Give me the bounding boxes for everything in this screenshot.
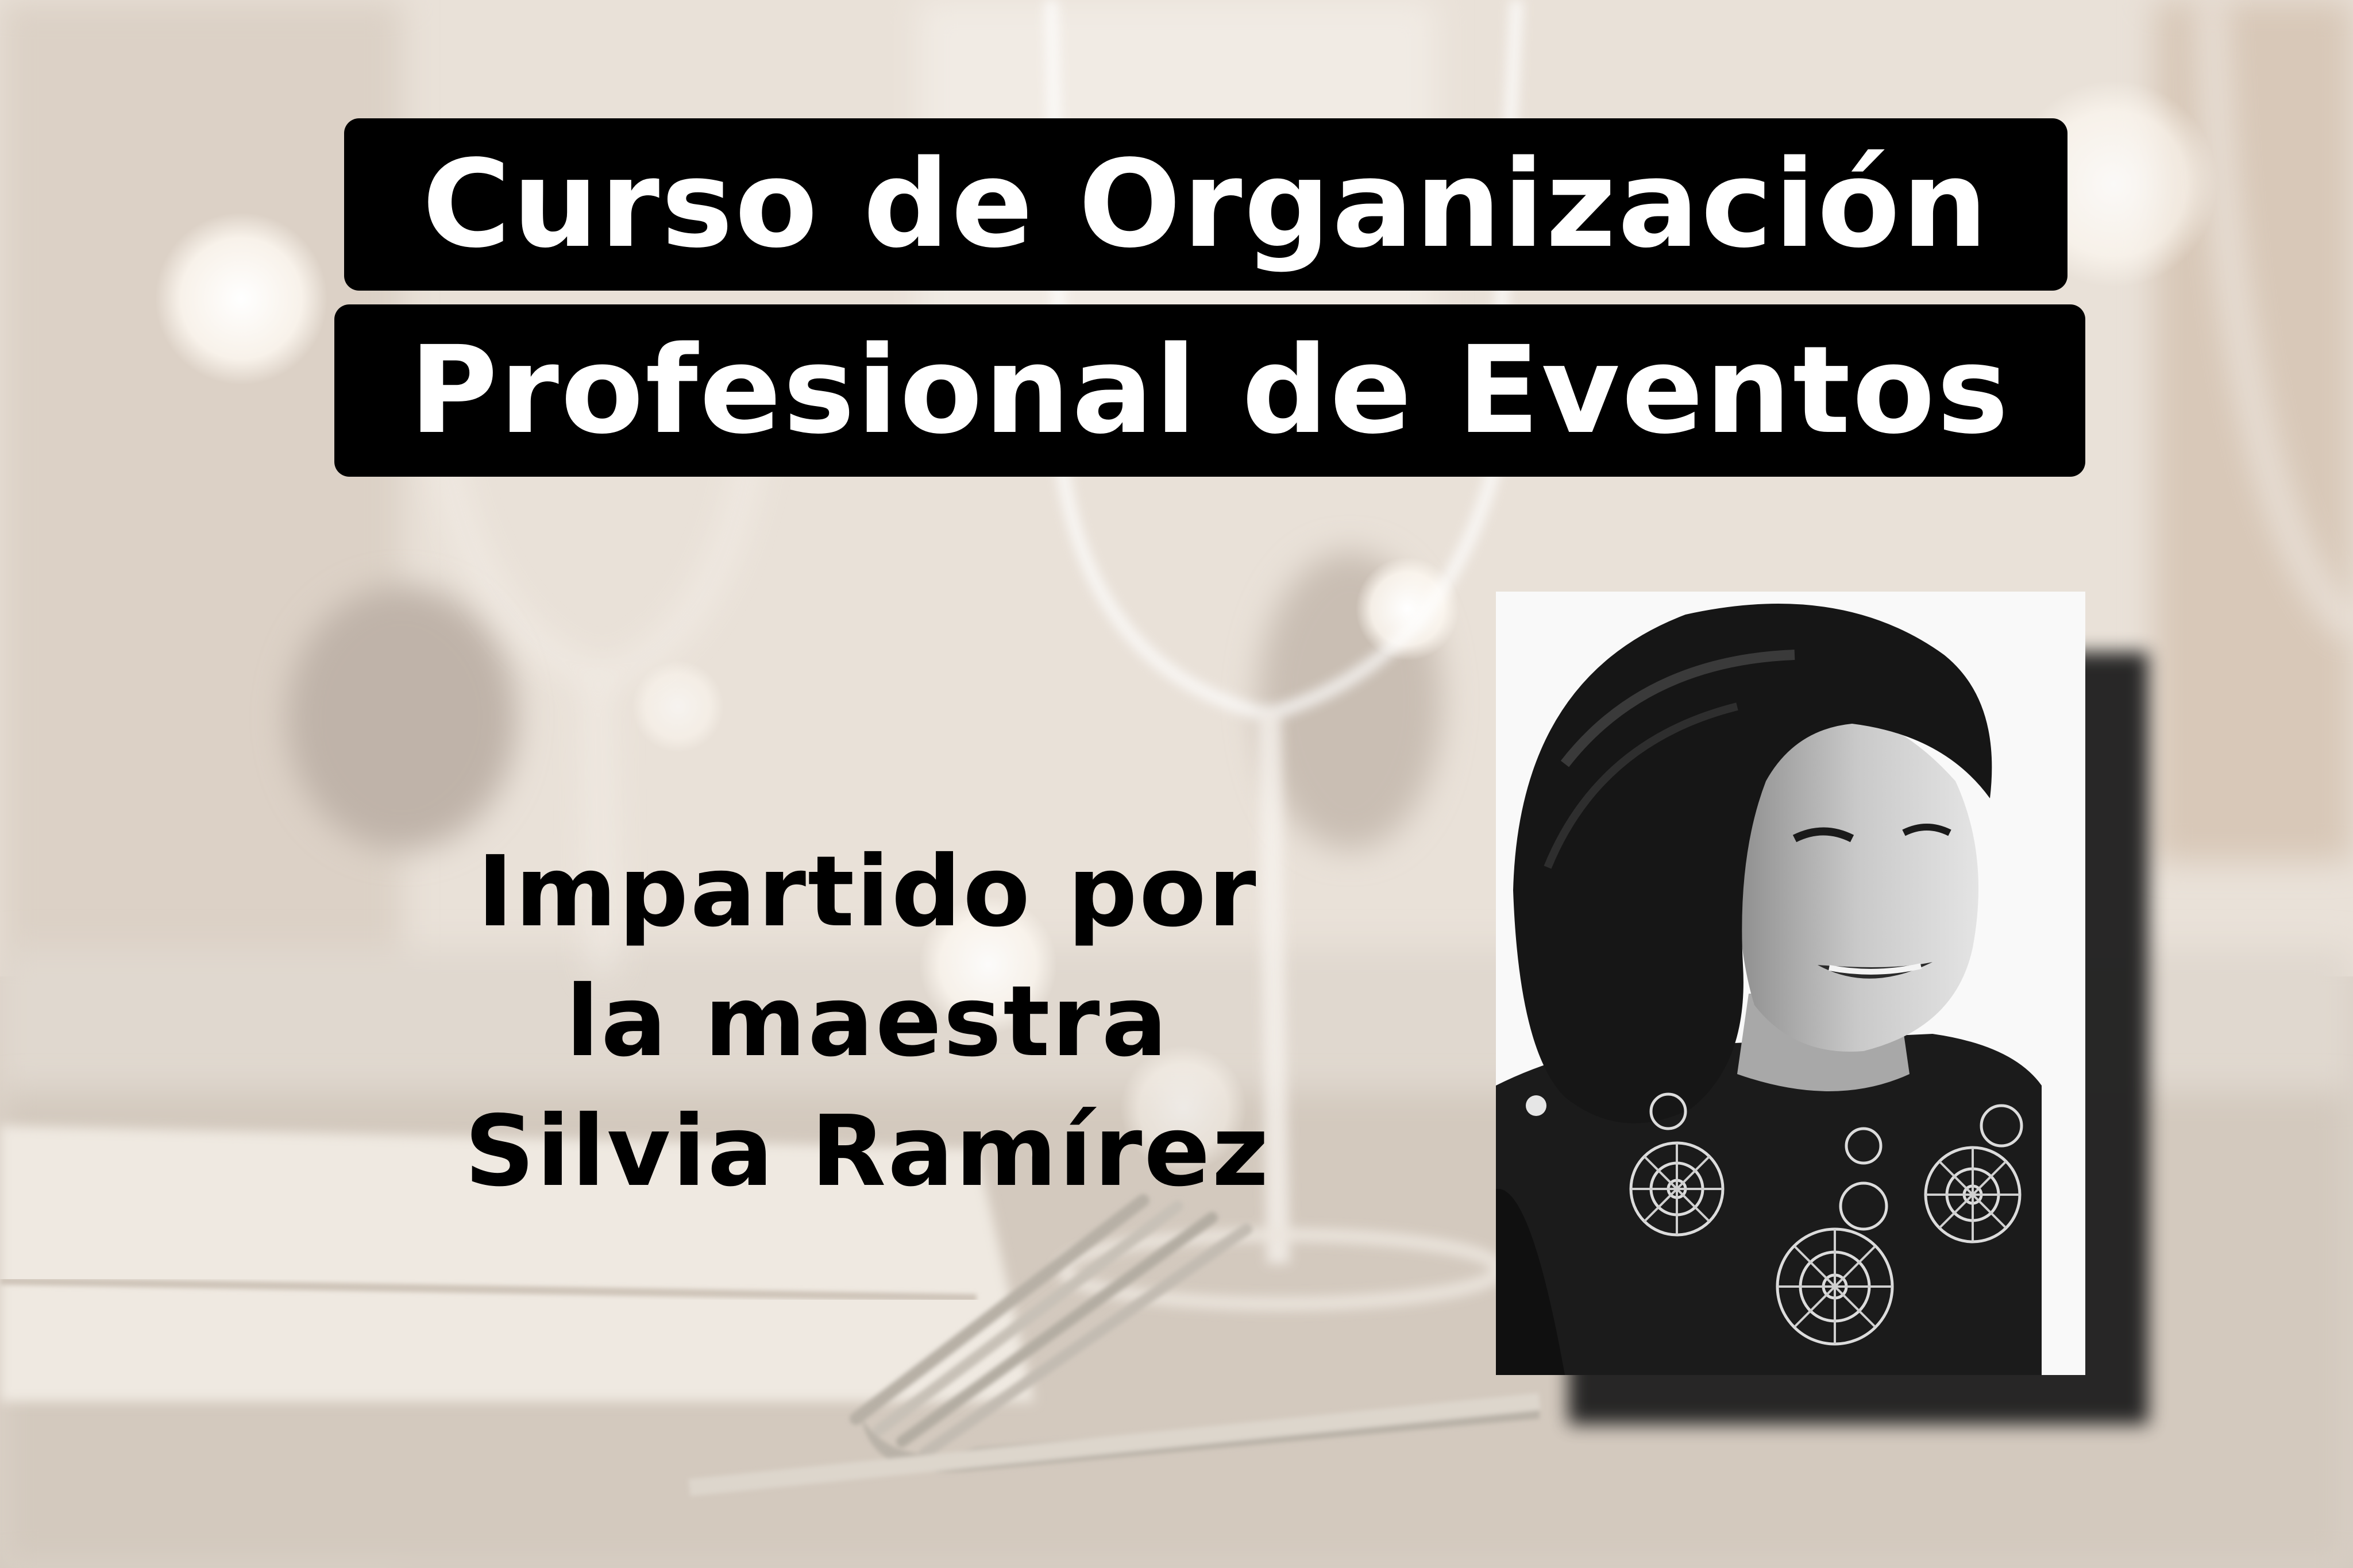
instructor-portrait [1496, 592, 2085, 1375]
title-line-2: Profesional de Eventos [334, 304, 2085, 477]
subtitle-line-2: la maestra [565, 965, 1170, 1079]
instructor-subtitle [322, 827, 1413, 1216]
subtitle-line-3: Silvia Ramírez [464, 1095, 1271, 1208]
portrait-image [1496, 592, 2085, 1375]
title-line-1: Curso de Organización [344, 118, 2067, 291]
subtitle-line-1: Impartido por [477, 835, 1258, 949]
